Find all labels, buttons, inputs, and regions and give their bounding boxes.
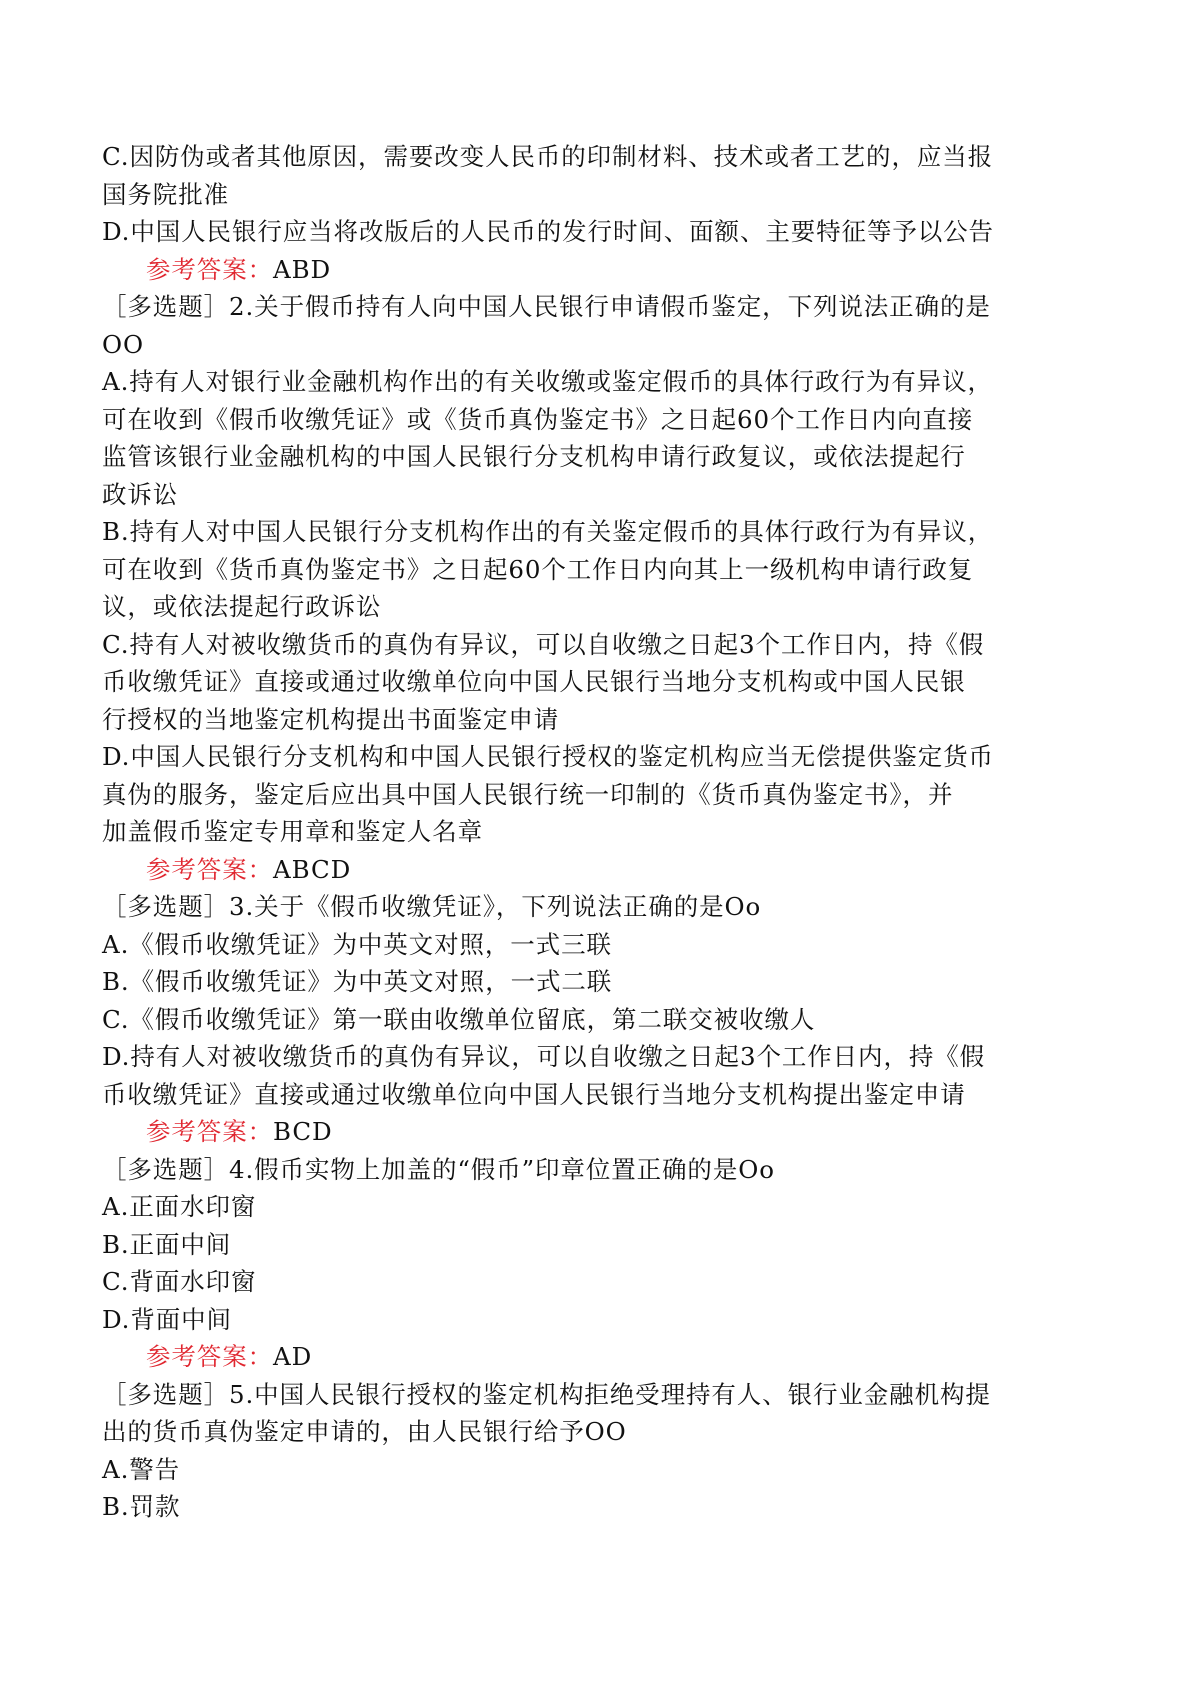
text-line: ［多选题］3.关于《假币收缴凭证》，下列说法正确的是Oo	[102, 892, 762, 921]
text-line: 可在收到《假币收缴凭证》或《货币真伪鉴定书》之日起60个工作日内向直接	[102, 404, 974, 434]
text-line: 行授权的当地鉴定机构提出书面鉴定申请	[102, 704, 560, 734]
text-line: 币收缴凭证》直接或通过收缴单位向中国人民银行当地分支机构或中国人民银	[102, 667, 966, 696]
reference-answer	[102, 1338, 1092, 1376]
text-line: D.背面中间	[102, 1304, 232, 1334]
answer-label: 参考答案：	[146, 254, 273, 284]
answer-label: 参考答案：	[146, 1342, 273, 1371]
reference-answer	[102, 851, 1092, 889]
text-line: B.持有人对中国人民银行分支机构作出的有关鉴定假币的具体行政行为有异议，	[102, 517, 994, 546]
answer-value: AD	[273, 1342, 313, 1371]
document-body	[102, 138, 1092, 1526]
text-line: ［多选题］4.假币实物上加盖的“假币”印章位置正确的是Oo	[102, 1154, 775, 1184]
text-line: C.背面水印窗	[102, 1267, 257, 1296]
text-line: 可在收到《货币真伪鉴定书》之日起60个工作日内向其上一级机构申请行政复	[102, 554, 974, 584]
text-line: 加盖假币鉴定专用章和鉴定人名章	[102, 817, 483, 846]
text-line: A.持有人对银行业金融机构作出的有关收缴或鉴定假币的具体行政行为有异议，	[102, 367, 993, 396]
text-line: 监管该银行业金融机构的中国人民银行分支机构申请行政复议，或依法提起行	[102, 442, 966, 471]
text-line: A.正面水印窗	[102, 1192, 257, 1221]
answer-value: ABCD	[273, 854, 352, 884]
text-line: C.《假币收缴凭证》第一联由收缴单位留底，第二联交被收缴人	[102, 1004, 816, 1034]
text-line: A.《假币收缴凭证》为中英文对照，一式三联	[102, 929, 612, 959]
reference-answer	[102, 251, 1092, 289]
text-line: ［多选题］5.中国人民银行授权的鉴定机构拒绝受理持有人、银行业金融机构提	[102, 1379, 991, 1409]
text-line: B.《假币收缴凭证》为中英文对照，一式二联	[102, 967, 613, 996]
text-line: 真伪的服务，鉴定后应出具中国人民银行统一印制的《货币真伪鉴定书》，并	[102, 779, 954, 809]
text-line: D.持有人对被收缴货币的真伪有异议，可以自收缴之日起3个工作日内，持《假	[102, 1042, 986, 1071]
text-line: OO	[102, 329, 144, 359]
text-line: 出的货币真伪鉴定申请的，由人民银行给予OO	[102, 1417, 627, 1446]
text-line: 币收缴凭证》直接或通过收缴单位向中国人民银行当地分支机构提出鉴定申请	[102, 1079, 966, 1109]
text-line: 政诉讼	[102, 479, 179, 509]
answer-label: 参考答案：	[146, 854, 273, 884]
answer-value: ABD	[273, 254, 332, 284]
text-line: ［多选题］2.关于假币持有人向中国人民银行申请假币鉴定，下列说法正确的是	[102, 292, 991, 321]
reference-answer	[102, 1113, 1092, 1151]
text-line: D.中国人民银行应当将改版后的人民币的发行时间、面额、主要特征等予以公告	[102, 217, 994, 246]
answer-label: 参考答案：	[146, 1117, 273, 1146]
text-line: C.持有人对被收缴货币的真伪有异议，可以自收缴之日起3个工作日内，持《假	[102, 629, 985, 659]
text-line: B.罚款	[102, 1492, 181, 1521]
text-line: C.因防伪或者其他原因，需要改变人民币的印制材料、技术或者工艺的，应当报	[102, 142, 994, 171]
answer-value: BCD	[273, 1117, 333, 1146]
text-line: 议，或依法提起行政诉讼	[102, 592, 382, 621]
text-line: D.中国人民银行分支机构和中国人民银行授权的鉴定机构应当无偿提供鉴定货币	[102, 742, 994, 771]
text-line: B.正面中间	[102, 1229, 232, 1259]
text-line: 国务院批准	[102, 179, 229, 209]
text-line: A.警告	[102, 1454, 181, 1484]
